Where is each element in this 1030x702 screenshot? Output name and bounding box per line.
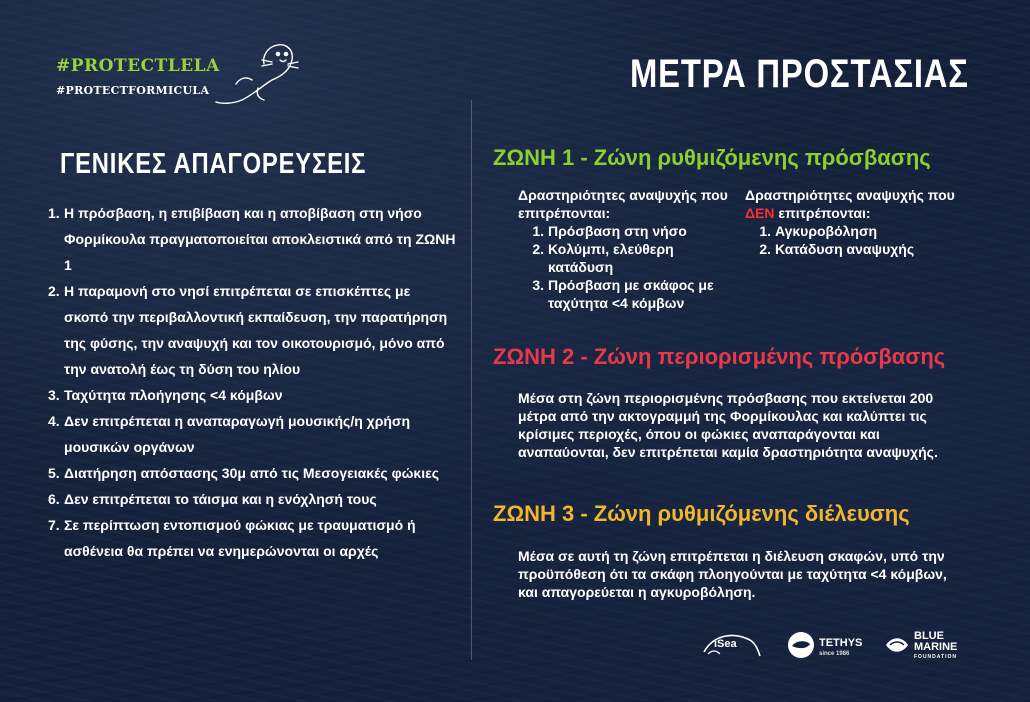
blue-marine-sub: FOUNDATION — [914, 653, 957, 660]
list-item — [48, 486, 458, 512]
general-rules-list — [48, 200, 458, 564]
list-item-text: Σε περίπτωση εντοπισμού φώκιας με τραυματισμό ή ασθένεια θα πρέπει να ενημερώνονται οι αρχές — [64, 517, 416, 559]
list-item — [48, 200, 458, 278]
tethys-whale-icon — [786, 630, 816, 660]
zone3-description: Μέσα σε αυτή τη ζώνη επιτρέπεται η διέλευση σκαφών, υπό την προϋπόθεση ότι τα σκάφη πλοηγούνται με ταχύτητα <4 κόμβων, και απαγορεύεται η αγκυροβόληση. — [518, 548, 947, 600]
blue-marine-line2: MARINE — [914, 640, 958, 653]
forbidden-title-highlight: ΔΕΝ — [745, 205, 775, 221]
list-item-text: Δεν επιτρέπεται η αναπαραγωγή μουσικής/η χρήση μουσικών οργάνων — [64, 413, 411, 455]
list-item-number: 2. — [532, 241, 544, 257]
list-item-number: 6. — [48, 491, 60, 507]
list-item — [518, 240, 738, 276]
list-item — [48, 512, 458, 564]
isea-logo — [700, 628, 762, 662]
list-item-text: Η πρόσβαση, η επιβίβαση και η αποβίβαση στη νήσο Φορμίκουλα πραγματοποιείται αποκλειστικά από τη ΖΩΝΗ 1 — [64, 205, 456, 273]
list-item-text: Κολύμπι, ελεύθερη κατάδυση — [548, 241, 674, 275]
list-item — [48, 382, 458, 408]
forbidden-title-post: επιτρέπονται: — [774, 205, 871, 221]
list-item — [48, 278, 458, 382]
tethys-text — [819, 633, 862, 657]
zone1-allowed-title: Δραστηριότητες αναψυχής που επιτρέπονται: — [518, 187, 728, 221]
list-item-number: 3. — [48, 387, 60, 403]
list-item-number: 4. — [48, 413, 60, 429]
list-item-number: 2. — [759, 241, 771, 257]
tethys-label: TETHYS — [819, 637, 863, 649]
list-item — [48, 408, 458, 460]
blue-marine-fish-icon — [884, 632, 910, 658]
list-item — [745, 222, 965, 240]
zone1-allowed-list — [518, 222, 738, 312]
forbidden-title-pre: Δραστηριότητες αναψυχής που — [745, 187, 955, 203]
protection-measures-title: ΜΕΤΡΑ ΠΡΟΣΤΑΣΙΑΣ — [630, 52, 969, 96]
tethys-logo — [786, 628, 862, 662]
partner-logos — [700, 628, 980, 662]
list-item-number: 1. — [759, 223, 771, 239]
zone1-title: ΖΩΝΗ 1 - Ζώνη ρυθμιζόμενης πρόσβασης — [493, 145, 931, 170]
list-item-text: Ταχύτητα πλοήγησης <4 κόμβων — [64, 387, 283, 403]
zone2-description: Μέσα στη ζώνη περιορισμένης πρόσβασης που εκτείνεται 200 μέτρα από την ακτογραμμή της Φορμίκουλας και καλύπτει τις κρίσιμες περιοχές, όπου οι φώκιες αναπαράγονται και αναπαύονται, δεν επιτρέπεται καμία δραστηριότητα αναψυχής. — [518, 390, 938, 460]
list-item-text: Αγκυροβόληση — [775, 223, 878, 239]
list-item-text: Η παραμονή στο νησί επιτρέπεται σε επισκέπτες με σκοπό την περιβαλλοντική εκπαίδευση, την παρατήρηση της φύσης, την αναψυχή και τον οικοτουρισμό, μόνο από την ανατολή έως τη δύση του ηλίου — [64, 283, 448, 377]
list-item — [745, 240, 965, 258]
column-divider — [471, 100, 472, 660]
list-item — [518, 222, 738, 240]
isea-label: iSea — [714, 638, 737, 650]
zone1-forbidden-list — [745, 222, 965, 258]
list-item — [48, 460, 458, 486]
seal-icon — [212, 40, 302, 108]
list-item-text: Δεν επιτρέπεται το τάισμα και η ενόχλησή τους — [64, 491, 377, 507]
zone1-forbidden-column — [745, 186, 965, 258]
logo-tag-secondary: #PROTECTFORMICULA — [56, 84, 210, 97]
list-item — [518, 276, 738, 312]
zone1-allowed-column — [518, 186, 738, 312]
zone3-title: ΖΩΝΗ 3 - Ζώνη ρυθμιζόμενης διέλευσης — [493, 501, 910, 526]
list-item-number: 7. — [48, 517, 60, 533]
list-item-number: 1. — [532, 223, 544, 239]
list-item-text: Πρόσβαση με σκάφος με ταχύτητα <4 κόμβων — [548, 277, 714, 311]
list-item-number: 3. — [532, 277, 544, 293]
protectlela-logo — [52, 40, 302, 110]
list-item-text: Διατήρηση απόστασης 30μ από τις Μεσογειακές φώκιες — [64, 465, 440, 481]
list-item-number: 5. — [48, 465, 60, 481]
zone1-forbidden-title — [745, 186, 965, 222]
list-item-number: 1. — [48, 205, 60, 221]
tethys-since: since 1986 — [819, 651, 850, 657]
zone2-title: ΖΩΝΗ 2 - Ζώνη περιορισμένης πρόσβασης — [493, 344, 946, 369]
blue-marine-logo — [884, 628, 957, 662]
list-item-number: 2. — [48, 283, 60, 299]
blue-marine-line1: BLUE — [914, 629, 944, 642]
logo-tag-primary: #PROTECTLELA — [56, 56, 220, 76]
list-item-text: Πρόσβαση στη νήσο — [548, 223, 687, 239]
list-item-text: Κατάδυση αναψυχής — [775, 241, 915, 257]
blue-marine-text — [914, 631, 957, 660]
general-prohibitions-title: ΓΕΝΙΚΕΣ ΑΠΑΓΟΡΕΥΣΕΙΣ — [60, 148, 367, 180]
